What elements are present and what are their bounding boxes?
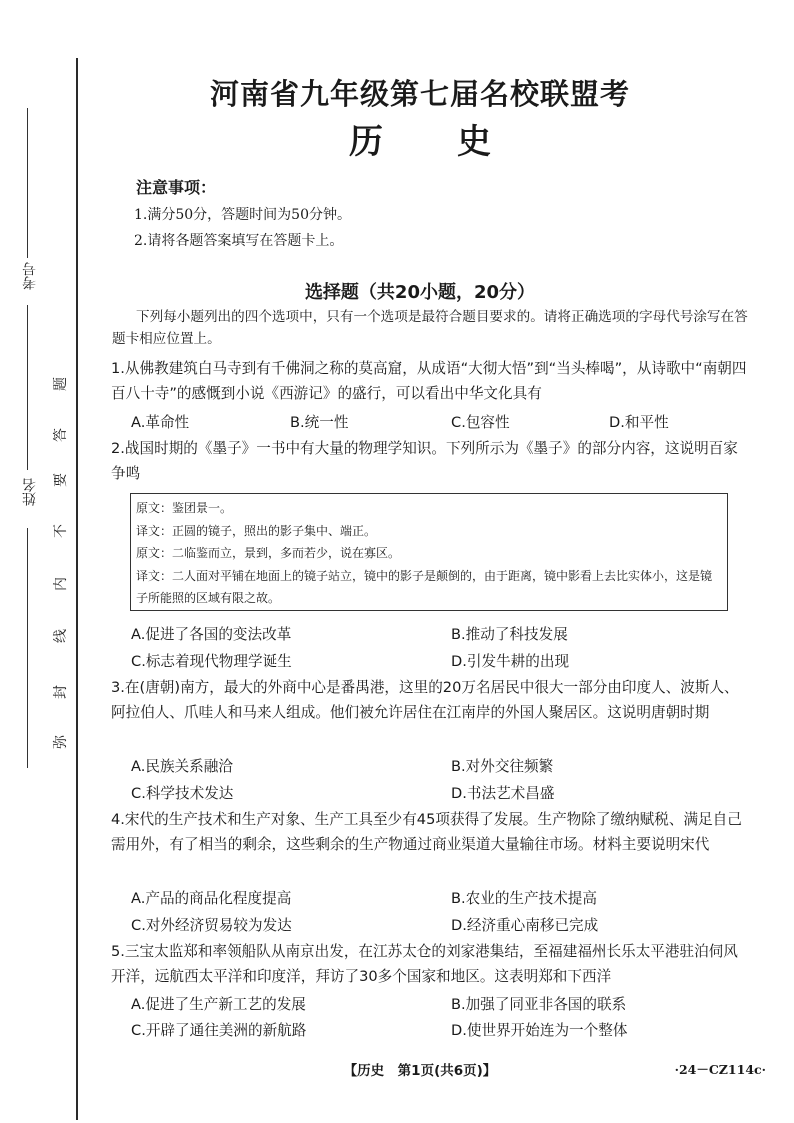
question-4-option-c[interactable]: C.对外经济贸易较为发达 bbox=[131, 917, 292, 934]
question-5-option-d[interactable]: D.使世界开始连为一个整体 bbox=[451, 1022, 628, 1039]
notice-title: 注意事项： bbox=[136, 178, 217, 197]
seal-line-char: 答 bbox=[53, 428, 69, 442]
section-instruction: 下列每小题列出的四个选项中，只有一个选项是最符合题目要求的。请将正确选项的字母代号涂写在答题卡相应位置上。 bbox=[112, 309, 748, 347]
question-3-option-b[interactable]: B.对外交往频繁 bbox=[451, 758, 554, 775]
question-1-option-c[interactable]: C.包容性 bbox=[451, 414, 510, 431]
page-number: 【历史 第1页(共6页)】 bbox=[343, 1063, 497, 1079]
question-5-option-c[interactable]: C.开辟了通往美洲的新航路 bbox=[131, 1022, 307, 1039]
question-2-option-a[interactable]: A.促进了各国的变法改革 bbox=[131, 626, 292, 643]
exam-number-label: 考号 bbox=[22, 262, 38, 290]
question-5-option-b[interactable]: B.加强了同亚非各国的联系 bbox=[451, 996, 627, 1013]
name-blank-line bbox=[27, 528, 28, 768]
section-title: 选择题（共20小题，20分） bbox=[304, 282, 536, 303]
question-4-stem: 4.宋代的生产技术和生产对象、生产工具至少有45项获得了发展。生产物除了缴纳赋税、满足自己需用外，有了相当的剩余，这些剩余的生产物通过商业渠道大量输往市场。材料主要说明宋代 bbox=[111, 811, 742, 853]
question-5-option-a[interactable]: A.促进了生产新工艺的发展 bbox=[131, 996, 306, 1013]
seal-line-char: 封 bbox=[53, 685, 69, 699]
seal-line-char: 题 bbox=[53, 377, 69, 391]
notice-item: 1.满分50分，答题时间为50分钟。 bbox=[134, 207, 351, 223]
seal-line-char: 内 bbox=[53, 577, 69, 591]
question-1-option-d[interactable]: D.和平性 bbox=[609, 414, 669, 431]
question-3-option-a[interactable]: A.民族关系融洽 bbox=[131, 758, 233, 775]
question-5-stem: 5.三宝太监郑和率领船队从南京出发，在江苏太仓的刘家港集结，至福建福州长乐太平港驻泊伺风开洋，远航西太平洋和印度洋，拜访了30多个国家和地区。这表明郑和下西洋 bbox=[111, 943, 738, 985]
question-1-option-a[interactable]: A.革命性 bbox=[131, 414, 190, 431]
name-blank-line-lower bbox=[27, 305, 28, 470]
notice-item: 2.请将各题答案填写在答题卡上。 bbox=[134, 233, 344, 249]
material-line: 译文：二人面对平铺在地面上的镜子站立，镜中的影子是颠倒的，由于距离，镜中影看上去比实体小，这是镜子所能照的区域有限之故。 bbox=[136, 568, 713, 606]
material-line: 译文：正圆的镜子，照出的影子集中、端正。 bbox=[136, 523, 377, 538]
seal-line-char: 弥 bbox=[53, 735, 69, 749]
material-line: 原文：鉴团景一。 bbox=[136, 501, 233, 515]
question-4-option-a[interactable]: A.产品的商品化程度提高 bbox=[131, 890, 292, 907]
material-line: 原文：二临鉴而立，景到，多而若少，说在寡区。 bbox=[136, 546, 401, 561]
question-4-option-b[interactable]: B.农业的生产技术提高 bbox=[451, 890, 597, 907]
question-1-option-b[interactable]: B.统一性 bbox=[290, 414, 349, 431]
binding-margin-rule bbox=[76, 58, 78, 1120]
seal-line-char: 线 bbox=[53, 629, 69, 643]
question-2-material-box bbox=[130, 493, 728, 611]
question-4-option-d[interactable]: D.经济重心南移已完成 bbox=[451, 917, 599, 934]
question-1-stem: 1.从佛教建筑白马寺到有千佛洞之称的莫高窟，从成语“大彻大悟”到“当头棒喝”，从诗歌中“南朝四百八十寺”的感慨到小说《西游记》的盛行，可以看出中华文化具有 bbox=[111, 360, 747, 402]
question-2-stem: 2.战国时期的《墨子》一书中有大量的物理学知识。下列所示为《墨子》的部分内容，这说明百家争鸣 bbox=[111, 440, 738, 482]
question-3-option-c[interactable]: C.科学技术发达 bbox=[131, 785, 234, 802]
question-3-stem: 3.在(唐朝)南方，最大的外商中心是番禺港，这里的20万名居民中很大一部分由印度人、波斯人、阿拉伯人、爪哇人和马来人组成。他们被允许居住在江南岸的外国人聚居区。这说明唐朝时期 bbox=[111, 679, 739, 721]
name-label: 姓名 bbox=[22, 478, 38, 506]
question-2-option-d[interactable]: D.引发牛耕的出现 bbox=[451, 653, 570, 670]
question-2-option-c[interactable]: C.标志着现代物理学诞生 bbox=[131, 653, 292, 670]
seal-line-char: 不 bbox=[53, 524, 69, 538]
subject-title: 历史 bbox=[349, 122, 565, 162]
paper-code: ·24－CZ114c· bbox=[674, 1062, 766, 1077]
exam-title: 河南省九年级第七届名校联盟考 bbox=[209, 77, 630, 111]
question-3-option-d[interactable]: D.书法艺术昌盛 bbox=[451, 785, 555, 802]
question-2-option-b[interactable]: B.推动了科技发展 bbox=[451, 626, 568, 643]
seal-line-char: 要 bbox=[53, 473, 69, 487]
